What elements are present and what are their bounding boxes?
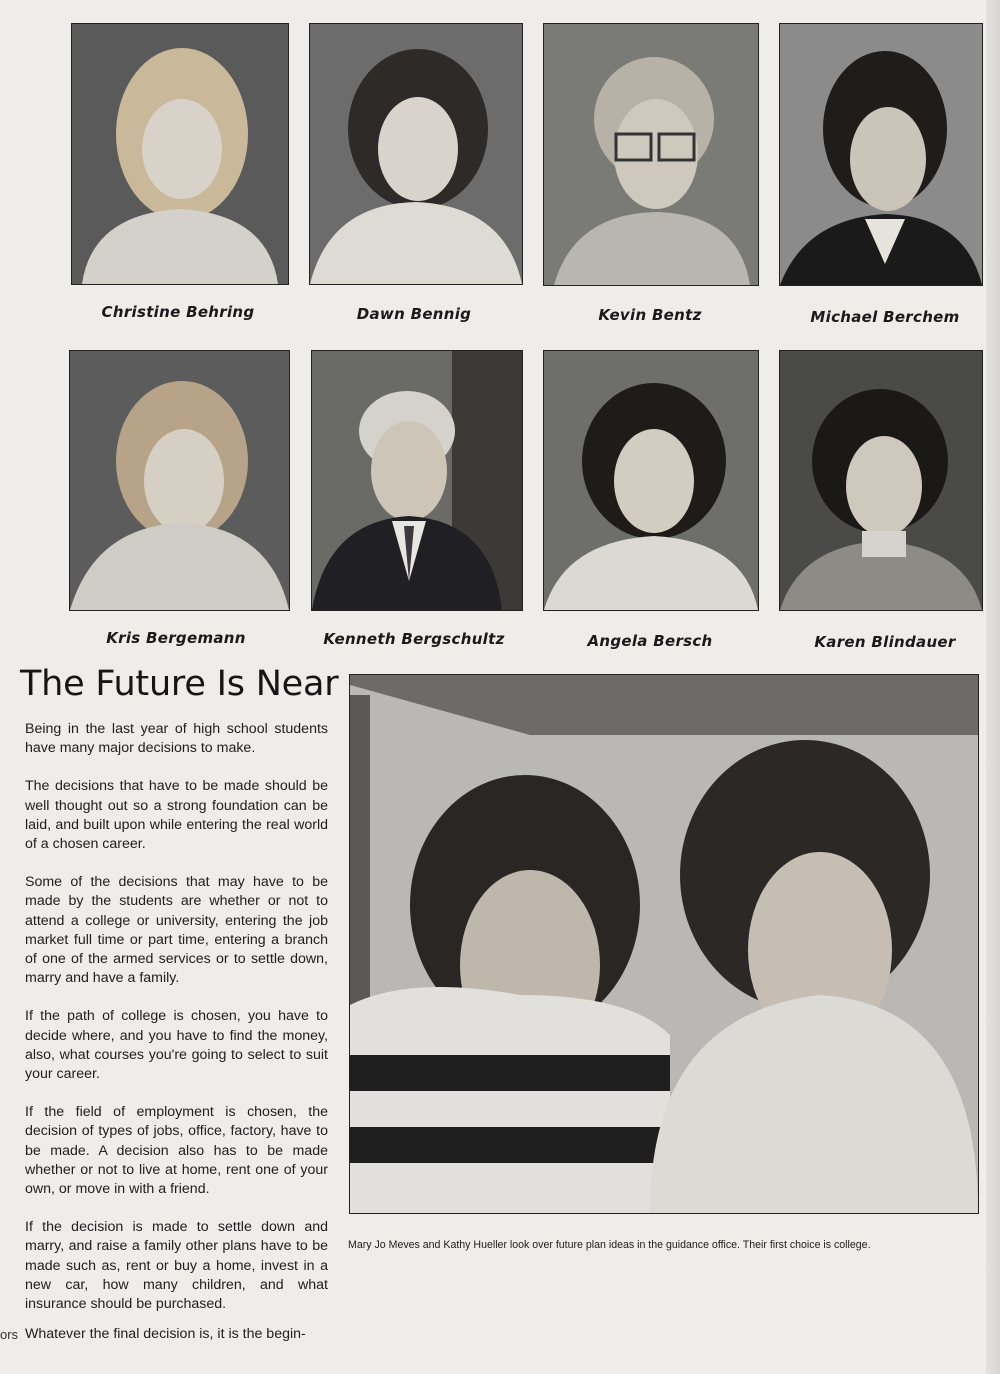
portrait-name: Karen Blindauer bbox=[814, 633, 956, 651]
article-paragraph: If the path of college is chosen, you have to decide where, and you have to find the money, also, what courses you're going to select to suit your career. bbox=[25, 1008, 328, 1083]
photo-caption: Mary Jo Meves and Kathy Hueller look over future plan ideas in the guidance office. Their first choice is college. bbox=[348, 1239, 871, 1251]
portrait-name: Christine Behring bbox=[101, 303, 255, 321]
portrait-photo bbox=[779, 23, 983, 286]
margin-tag: ors bbox=[0, 1327, 19, 1342]
portrait-photo bbox=[543, 350, 759, 611]
portrait-photo bbox=[71, 23, 289, 285]
portrait-name: Kevin Bentz bbox=[598, 306, 702, 324]
portrait-name: Kenneth Bergschultz bbox=[323, 630, 505, 648]
article-cutoff-line: Whatever the final decision is, it is the begin- bbox=[25, 1326, 306, 1342]
guidance-office-photo bbox=[349, 674, 979, 1214]
article-body bbox=[25, 720, 328, 1333]
portrait-photo bbox=[309, 23, 523, 285]
portrait-name: Michael Berchem bbox=[810, 308, 960, 326]
article-paragraph: The decisions that have to be made should be well thought out so a strong foundation can be laid, and built upon while entering the real world of a chosen career. bbox=[25, 778, 328, 853]
portrait-photo bbox=[543, 23, 759, 286]
portrait-name: Kris Bergemann bbox=[106, 629, 246, 647]
article-headline: The Future Is Near bbox=[20, 664, 339, 704]
page-spine bbox=[986, 0, 1000, 1374]
article-paragraph: Being in the last year of high school students have many major decisions to make. bbox=[25, 721, 328, 757]
portrait-photo bbox=[69, 350, 290, 611]
portrait-name: Dawn Bennig bbox=[356, 305, 472, 323]
portrait-name: Angela Bersch bbox=[587, 632, 713, 650]
portrait-photo bbox=[779, 350, 983, 611]
article-paragraph: If the field of employment is chosen, the decision of types of jobs, office, factory, have to be made. A decision also has to be made whether or not to live at home, rent one of your own, or move in with a friend. bbox=[25, 1104, 328, 1198]
portrait-photo bbox=[311, 350, 523, 611]
article-paragraph: Some of the decisions that may have to be made by the students are whether or not to attend a college or university, entering the job market full time or part time, entering a branch of one of the armed services or to settle down, marry and have a family. bbox=[25, 874, 328, 987]
article-paragraph: If the decision is made to settle down and marry, and raise a family other plans have to be made such as, rent or buy a home, invest in a new car, how many children, and what insurance should be purchased. bbox=[25, 1219, 328, 1313]
